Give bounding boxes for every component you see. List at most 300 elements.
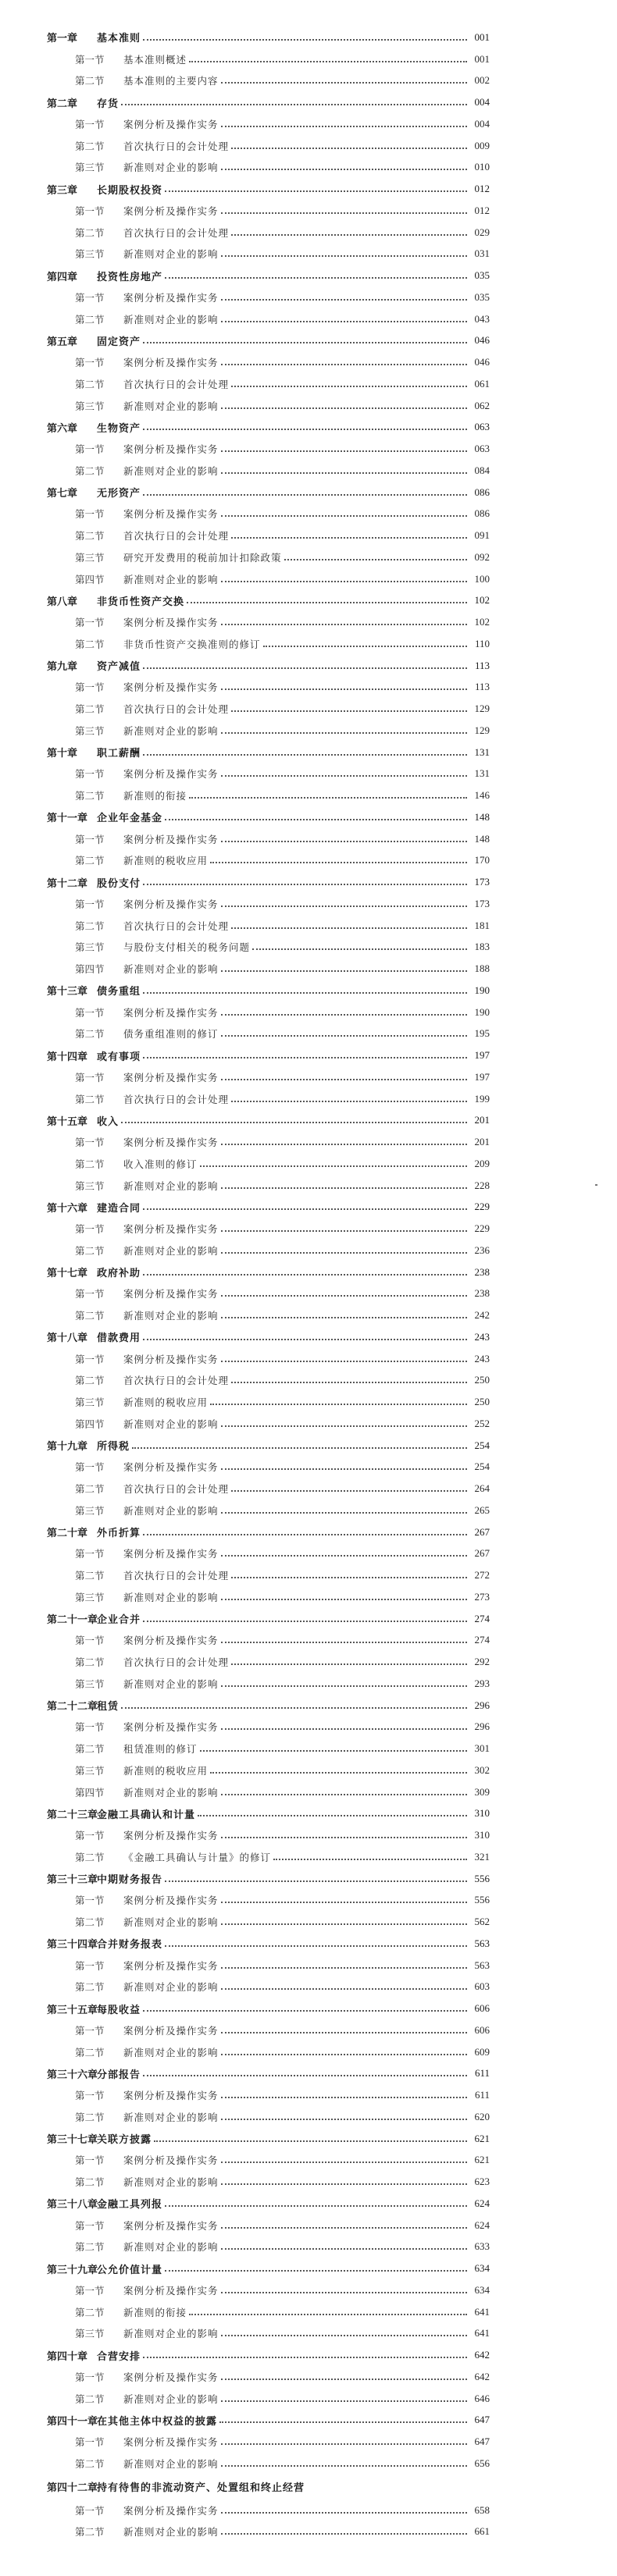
dot-leader (221, 2248, 467, 2250)
chapter-number: 第四十一章 (47, 2415, 98, 2428)
chapter-row (47, 2258, 490, 2279)
section-title: 案例分析及操作实务 (123, 1006, 219, 1019)
section-title: 《金融工具确认与计量》的修订 (123, 1851, 272, 1863)
section-page-number: 661 (474, 2525, 490, 2538)
dot-leader (221, 581, 467, 582)
section-title: 新准则对企业的影响 (123, 2526, 219, 2539)
dot-leader (221, 624, 467, 625)
section-number: 第三节 (75, 248, 105, 261)
section-row (47, 2323, 490, 2345)
dot-leader (154, 2140, 467, 2142)
section-page-number: 201 (474, 1136, 490, 1148)
dot-leader (143, 494, 467, 496)
section-title: 研究开发费用的税前加计扣除政策 (123, 551, 282, 564)
dot-leader (221, 1599, 467, 1600)
dot-leader (221, 1230, 467, 1232)
chapter-page-number: 267 (474, 1525, 490, 1538)
section-title: 首次执行日的会计处理 (123, 226, 230, 239)
section-page-number: 110 (474, 637, 490, 649)
section-row (47, 1717, 490, 1738)
section-row (47, 1824, 490, 1846)
section-title: 案例分析及操作实务 (123, 2436, 219, 2449)
section-row (47, 2019, 490, 2041)
chapter-row (47, 980, 490, 1002)
section-row (47, 2279, 490, 2301)
section-number: 第一节 (75, 681, 105, 694)
section-page-number: 310 (474, 1829, 490, 1841)
section-title: 新准则对企业的影响 (123, 313, 219, 326)
dot-leader (143, 2357, 467, 2358)
section-title: 新准则对企业的影响 (123, 464, 219, 477)
chapter-page-number: 113 (474, 659, 490, 671)
section-number: 第一节 (75, 1288, 105, 1300)
chapter-page-number: 229 (474, 1201, 490, 1213)
chapter-number: 第十三章 (47, 986, 88, 998)
section-page-number: 061 (474, 377, 490, 390)
section-row (47, 2500, 490, 2521)
chapter-page-number: 148 (474, 810, 490, 823)
section-number: 第一节 (75, 508, 105, 521)
chapter-title: 固定资产 (97, 336, 141, 348)
chapter-page-number: 563 (474, 1937, 490, 1949)
section-title: 新准则对企业的影响 (123, 2393, 219, 2405)
section-page-number: 321 (474, 1850, 490, 1863)
chapter-title: 资产减值 (97, 661, 141, 674)
section-page-number: 254 (474, 1461, 490, 1473)
chapter-row (47, 1521, 490, 1543)
chapter-row (47, 482, 490, 503)
section-page-number: 641 (474, 2327, 490, 2339)
section-row (47, 1131, 490, 1153)
section-number: 第二节 (75, 2526, 105, 2539)
section-page-number: 113 (474, 681, 490, 693)
dot-leader (273, 1859, 467, 1860)
section-row (47, 70, 490, 92)
section-row (47, 1153, 490, 1175)
chapter-page-number: 238 (474, 1265, 490, 1278)
section-number: 第一节 (75, 1137, 105, 1149)
section-number: 第一节 (75, 1830, 105, 1842)
dot-leader (143, 2075, 467, 2076)
dot-leader (231, 148, 467, 149)
dot-leader (231, 1382, 467, 1383)
chapter-number: 第三十七章 (47, 2134, 98, 2147)
chapter-title: 合并财务报表 (97, 1939, 163, 1952)
section-number: 第一节 (75, 1006, 105, 1019)
chapter-page-number: 556 (474, 1872, 490, 1884)
chapter-title: 存货 (97, 98, 119, 110)
section-page-number: 646 (474, 2392, 490, 2404)
section-page-number: 292 (474, 1656, 490, 1668)
section-page-number: 195 (474, 1027, 490, 1040)
section-row (47, 958, 490, 980)
section-title: 新准则对企业的影响 (123, 1786, 219, 1799)
section-row (47, 1673, 490, 1695)
chapter-page-number: 035 (474, 269, 490, 282)
section-row (47, 2041, 490, 2063)
section-title: 新准则对企业的影响 (123, 1678, 219, 1690)
section-page-number: 609 (474, 2045, 490, 2058)
chapter-page-number: 647 (474, 2414, 490, 2426)
section-title: 案例分析及操作实务 (123, 118, 219, 130)
section-page-number: 183 (474, 941, 490, 953)
section-number: 第二节 (75, 703, 105, 716)
section-page-number: 100 (474, 572, 490, 585)
dot-leader (143, 2010, 467, 2012)
chapter-title: 长期股权投资 (97, 184, 163, 197)
section-number: 第一节 (75, 833, 105, 845)
chapter-page-number: 004 (474, 96, 490, 109)
chapter-number: 第十五章 (47, 1115, 88, 1128)
chapter-number: 第七章 (47, 488, 78, 500)
chapter-title: 收入 (97, 1115, 119, 1128)
section-title: 案例分析及操作实务 (123, 2219, 219, 2232)
section-page-number: 624 (474, 2218, 490, 2231)
section-number: 第一节 (75, 768, 105, 781)
section-number: 第二节 (75, 75, 105, 87)
dot-leader (189, 2314, 467, 2315)
section-row (47, 546, 490, 568)
dot-leader (143, 39, 467, 41)
section-number: 第一节 (75, 1635, 105, 1647)
chapter-title: 公允价值计量 (97, 2264, 163, 2276)
section-row (47, 244, 490, 265)
section-title: 新准则的衔接 (123, 790, 187, 802)
dot-leader (221, 2465, 467, 2467)
section-page-number: 012 (474, 204, 490, 216)
section-row (47, 893, 490, 915)
chapter-title: 分部报告 (97, 2069, 141, 2081)
dot-leader (165, 2205, 467, 2207)
chapter-number: 第四十章 (47, 2350, 88, 2363)
section-number: 第二节 (75, 1656, 105, 1669)
chapter-number: 第九章 (47, 661, 78, 674)
section-page-number: 242 (474, 1309, 490, 1322)
chapter-number: 第十一章 (47, 813, 88, 825)
section-number: 第一节 (75, 205, 105, 217)
dot-leader (221, 212, 467, 214)
section-title: 案例分析及操作实务 (123, 2154, 219, 2167)
chapter-row (47, 1868, 490, 1890)
section-title: 首次执行日的会计处理 (123, 1093, 230, 1105)
dot-leader (221, 2054, 467, 2055)
chapter-title: 生物资产 (97, 422, 141, 435)
section-page-number: 301 (474, 1742, 490, 1755)
section-title: 新准则的税收应用 (123, 1397, 209, 1409)
dot-leader (221, 906, 467, 907)
dot-leader (221, 732, 467, 734)
dot-leader (219, 2421, 467, 2423)
section-row (47, 438, 490, 460)
chapter-page-number: 310 (474, 1807, 490, 1820)
section-number: 第一节 (75, 1895, 105, 1907)
section-title: 非货币性资产交换准则的修订 (123, 638, 261, 650)
section-row (47, 2215, 490, 2236)
chapter-row (47, 265, 490, 286)
dot-leader (221, 1295, 467, 1297)
section-row (47, 157, 490, 179)
chapter-number: 第二十一章 (47, 1614, 98, 1627)
section-page-number: 293 (474, 1677, 490, 1689)
dot-leader (221, 2443, 467, 2445)
section-title: 新准则对企业的影响 (123, 248, 219, 261)
section-title: 案例分析及操作实务 (123, 1353, 219, 1365)
section-row (47, 1630, 490, 1652)
section-title: 首次执行日的会计处理 (123, 1375, 230, 1387)
chapter-title: 租赁 (97, 1701, 119, 1713)
chapter-title: 政府补助 (97, 1268, 141, 1280)
section-page-number: 035 (474, 290, 490, 303)
section-row (47, 1391, 490, 1413)
section-page-number: 623 (474, 2176, 490, 2188)
section-title: 案例分析及操作实务 (123, 2371, 219, 2383)
chapter-title: 企业年金基金 (97, 813, 163, 825)
dot-leader (221, 2227, 467, 2229)
chapter-title: 建造合同 (97, 1202, 141, 1215)
dot-leader (231, 1577, 467, 1578)
section-title: 新准则对企业的影响 (123, 1504, 219, 1517)
section-title: 案例分析及操作实务 (123, 2090, 219, 2102)
section-number: 第二节 (75, 226, 105, 239)
section-page-number: 188 (474, 962, 490, 975)
section-row (47, 915, 490, 937)
section-number: 第一节 (75, 898, 105, 910)
chapter-page-number: 243 (474, 1330, 490, 1343)
dot-leader (143, 992, 467, 994)
dot-leader (221, 2032, 467, 2033)
chapter-number: 第四章 (47, 271, 78, 283)
section-row (47, 1500, 490, 1521)
dot-leader (263, 646, 467, 647)
section-number: 第二节 (75, 1244, 105, 1257)
chapter-page-number: 611 (474, 2067, 490, 2080)
section-page-number: 272 (474, 1569, 490, 1582)
section-number: 第二节 (75, 378, 105, 390)
section-row (47, 568, 490, 590)
section-number: 第四节 (75, 963, 105, 976)
section-row (47, 460, 490, 482)
chapter-title: 在其他主体中权益的披露 (97, 2415, 218, 2428)
dot-leader (221, 2533, 467, 2535)
chapter-number: 第二十三章 (47, 1809, 98, 1821)
dot-leader (231, 386, 467, 387)
section-row (47, 1543, 490, 1565)
section-page-number: 102 (474, 616, 490, 628)
section-row (47, 1304, 490, 1326)
section-title: 新准则对企业的影响 (123, 1591, 219, 1603)
section-title: 案例分析及操作实务 (123, 1223, 219, 1236)
section-title: 新准则的税收应用 (123, 855, 209, 867)
chapter-title: 持有待售的非流动资产、处置组和终止经营 (97, 2482, 305, 2495)
section-page-number: 252 (474, 1417, 490, 1429)
section-page-number: 063 (474, 443, 490, 455)
section-row (47, 1457, 490, 1478)
section-page-number: 084 (474, 464, 490, 476)
section-number: 第一节 (75, 1353, 105, 1365)
section-page-number: 029 (474, 226, 490, 238)
section-number: 第二节 (75, 313, 105, 326)
section-number: 第一节 (75, 53, 105, 66)
section-page-number: 273 (474, 1590, 490, 1603)
section-title: 案例分析及操作实务 (123, 1895, 219, 1907)
dot-leader (221, 255, 467, 257)
dot-leader (231, 927, 467, 929)
section-title: 案例分析及操作实务 (123, 291, 219, 304)
section-row (47, 633, 490, 655)
chapter-title: 债务重组 (97, 986, 141, 998)
dot-leader (143, 667, 467, 669)
dot-leader (121, 104, 467, 105)
section-row (47, 785, 490, 806)
section-row (47, 1955, 490, 1976)
dot-leader (143, 1534, 467, 1535)
section-title: 与股份支付相关的税务问题 (123, 941, 251, 954)
chapter-number: 第十四章 (47, 1051, 88, 1063)
section-title: 案例分析及操作实务 (123, 1635, 219, 1647)
chapter-row (47, 1608, 490, 1630)
section-title: 新准则对企业的影响 (123, 2457, 219, 2470)
section-row (47, 1023, 490, 1045)
section-row (47, 1175, 490, 1197)
section-row (47, 2106, 490, 2128)
section-title: 新准则的衔接 (123, 2306, 187, 2318)
section-title: 债务重组准则的修订 (123, 1028, 219, 1041)
section-page-number: 634 (474, 2283, 490, 2296)
dot-leader (143, 754, 467, 756)
section-title: 首次执行日的会计处理 (123, 1656, 230, 1669)
section-page-number: 309 (474, 1785, 490, 1798)
section-title: 首次执行日的会计处理 (123, 530, 230, 543)
section-row (47, 1088, 490, 1110)
dot-leader (132, 1447, 467, 1449)
chapter-title: 所得税 (97, 1441, 130, 1453)
section-row (47, 222, 490, 244)
chapter-row (47, 2344, 490, 2366)
section-title: 新准则对企业的影响 (123, 1179, 219, 1192)
section-page-number: 002 (474, 74, 490, 87)
chapter-number: 第二章 (47, 98, 78, 110)
chapter-title: 借款费用 (97, 1332, 141, 1345)
dot-leader (143, 1274, 467, 1276)
section-row (47, 200, 490, 222)
section-page-number: 086 (474, 507, 490, 520)
section-row (47, 2366, 490, 2388)
chapter-row (47, 2193, 490, 2215)
section-number: 第二节 (75, 530, 105, 543)
section-page-number: 641 (474, 2305, 490, 2318)
dot-leader (143, 884, 467, 885)
section-number: 第二节 (75, 1093, 105, 1105)
chapter-number: 第一章 (47, 33, 78, 45)
section-row (47, 1066, 490, 1088)
section-number: 第二节 (75, 2176, 105, 2189)
dot-leader (284, 559, 467, 560)
section-page-number: 146 (474, 789, 490, 802)
dot-leader (221, 1035, 467, 1037)
chapter-number: 第三章 (47, 184, 78, 197)
chapter-row (47, 1803, 490, 1825)
section-page-number: 209 (474, 1157, 490, 1169)
dot-leader (221, 321, 467, 322)
section-row (47, 135, 490, 157)
chapter-number: 第十二章 (47, 877, 88, 890)
dot-leader (121, 1122, 467, 1123)
dot-leader (221, 515, 467, 517)
section-row (47, 2453, 490, 2475)
section-number: 第四节 (75, 573, 105, 585)
dot-leader (210, 862, 467, 863)
section-page-number: 236 (474, 1244, 490, 1256)
dot-leader (231, 1663, 467, 1665)
section-row (47, 1413, 490, 1435)
chapter-title: 关联方披露 (97, 2134, 152, 2147)
section-title: 新准则对企业的影响 (123, 1244, 219, 1257)
section-title: 新准则对企业的影响 (123, 2241, 219, 2254)
chapter-title: 中期财务报告 (97, 1874, 163, 1887)
section-row (47, 720, 490, 742)
section-number: 第一节 (75, 2436, 105, 2449)
section-number: 第二节 (75, 1483, 105, 1496)
section-number: 第二节 (75, 920, 105, 932)
dot-leader (200, 1750, 467, 1752)
section-row (47, 1002, 490, 1023)
dot-leader (189, 797, 467, 799)
chapter-page-number: 254 (474, 1439, 490, 1451)
section-number: 第三节 (75, 1179, 105, 1192)
chapter-row (47, 2410, 490, 2432)
section-number: 第四节 (75, 1786, 105, 1799)
dot-leader (221, 2119, 467, 2120)
dot-leader (198, 1815, 467, 1816)
section-title: 案例分析及操作实务 (123, 617, 219, 629)
section-row (47, 48, 490, 70)
section-title: 新准则对企业的影响 (123, 724, 219, 737)
chapter-title: 非货币性资产交换 (97, 596, 185, 608)
section-title: 案例分析及操作实务 (123, 1548, 219, 1560)
section-page-number: 004 (474, 117, 490, 130)
section-page-number: 046 (474, 356, 490, 368)
section-row (47, 1976, 490, 1998)
section-title: 案例分析及操作实务 (123, 443, 219, 456)
dot-leader (221, 2161, 467, 2163)
table-of-contents (47, 27, 490, 2542)
section-page-number: 267 (474, 1547, 490, 1560)
chapter-number: 第五章 (47, 336, 78, 348)
section-number: 第二节 (75, 1743, 105, 1756)
section-number: 第二节 (75, 1916, 105, 1929)
section-title: 基本准则概述 (123, 53, 187, 66)
dot-leader (187, 602, 467, 603)
dot-leader (221, 1923, 467, 1925)
section-page-number: 274 (474, 1634, 490, 1646)
chapter-page-number: 190 (474, 984, 490, 996)
section-title: 案例分析及操作实务 (123, 833, 219, 845)
section-row (47, 1911, 490, 1933)
chapter-page-number: 012 (474, 183, 490, 195)
section-row (47, 2171, 490, 2193)
section-title: 新准则对企业的影响 (123, 400, 219, 412)
dot-leader (231, 1101, 467, 1102)
chapter-title: 职工薪酬 (97, 748, 141, 760)
dot-leader (221, 1144, 467, 1145)
section-page-number: 603 (474, 1980, 490, 1993)
section-title: 案例分析及操作实务 (123, 1721, 219, 1734)
section-page-number: 243 (474, 1352, 490, 1364)
section-title: 租赁准则的修订 (123, 1743, 198, 1756)
section-number: 第一节 (75, 617, 105, 629)
section-page-number: 265 (474, 1503, 490, 1516)
dot-leader (165, 190, 467, 192)
